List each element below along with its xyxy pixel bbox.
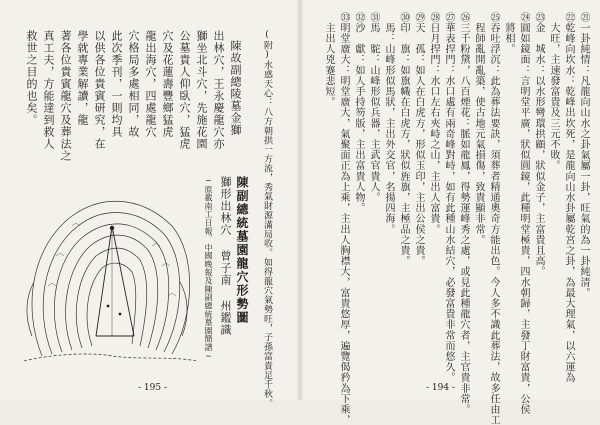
side-note: (附)水惑天心：八方朝拱一方流，秀氣財源滿局收。如得龍穴氣勢旺，子孫富貴足千秋。	[262, 30, 272, 408]
page-number-right: - 194 -	[426, 383, 455, 393]
entry-column-14: 馬：山峰形似馬狀，主出外交官，名揚四海。	[383, 12, 394, 235]
body-column-10: 學就專業解讀，龍	[76, 30, 89, 126]
entry-column-5: ㉔圓如鏡面：言明堂平廣，狀似圓鏡，此種明堂極貴，四水朝歸，主發丁財富貴，公侯	[518, 12, 529, 415]
body-column-2: 出林穴，王永慶龍穴亦	[212, 30, 225, 150]
entry-column-2: ㉒乾峰向坎水：乾峰出坎死，是龍向山水卦屬乾宮之卦，為最大理氣，以六運為	[563, 12, 574, 383]
entry-column-3: 大旺，主速發富貴及三元不敗。	[548, 12, 559, 171]
left-page	[0, 0, 300, 408]
entry-column-8: 程師亂開亂築，使古地元氣損傷，致貴顯非常。	[473, 12, 484, 246]
body-column-1: 陳故副總陵墓金獅	[229, 40, 242, 136]
entry-column-7: ㉕吞吐浮沉：此為葬法要訣，須葬者精通奧奇方能出色。今人多不識此葬法，故多任由工	[488, 12, 499, 425]
body-column-13: 救世之目的也矣。	[25, 30, 38, 126]
entry-column-10: ㉗華表捍門：水口處有兩奇峰對峙，如有此種山水結穴，必發富貴非常而悠久。	[443, 12, 454, 383]
entry-column-18: 主出人兇蹇悲短。	[323, 12, 334, 108]
entry-column-11: ㉘日月捍門：水口左右夾峙之山，主出人富貴。	[428, 12, 439, 235]
body-column-6: 龍出海穴，四處龍穴	[144, 30, 157, 138]
entry-column-15: ㉛馬 駝：山峰形似兵器，主武官貴人。	[368, 12, 379, 203]
entry-column-4: ㉓金 城水：以水形彎環拱顧，狀似金子，主富貴且高。	[533, 12, 544, 277]
entry-column-17: ㉝明堂廣大：明堂廣大，氣聚面正為上乘，主出人胸襟大，富貴悠厚，遍覽偈矜為下乘，	[338, 12, 349, 425]
body-column-11: 著各位貴賓龍穴及葬法之	[59, 30, 72, 162]
tomb-dragon-map	[12, 186, 202, 364]
page-number-left: - 195 -	[138, 383, 167, 393]
figure-source: ~原載南工日報．中國晚報及陳副總統墓園簡譜~	[204, 176, 213, 361]
body-column-4: 公墓貴人仰臥穴，猛虎	[178, 30, 191, 150]
entry-column-16: ㉜沙 獻：如人手持笏版，主出富貴人物。	[353, 12, 364, 214]
figure-subtitle: 獅形出林穴 曾子南 州鑑識	[219, 176, 232, 336]
body-column-9: 以供各位貴賓研究，在	[93, 30, 106, 150]
entry-column-1: ㉑一卦純情：凡龍向山水之卦氣屬一卦，旺氣的為一卦純清。	[578, 12, 589, 299]
figure-title: 陳副總統墓園龍穴形勢圖	[235, 176, 249, 325]
body-column-12: 真工夫，方能達到救人	[42, 30, 55, 150]
body-column-8: 此次季刊，一則均具	[110, 30, 123, 138]
body-column-5: 穴及花蓮壽豐鄉猛虎	[161, 30, 174, 138]
entry-column-13: ㉚印 旗：如旗幟在白虎方，狀似旌旗，主極品之貴。	[398, 12, 409, 267]
entry-column-9: ㉖三千粉黛，八百煙花：脈如龍鳳，得勢運峰秀之處，或見此種龍穴者，主官貴非常。	[458, 12, 469, 415]
entry-column-12: ㉙天 孤：如人在白虎方，形似玉印，主出公侯之貴。	[413, 12, 424, 267]
right-page	[300, 0, 600, 425]
body-column-3: 獅坐北斗穴，先施花園	[195, 30, 208, 150]
body-column-7: 穴格局多處相同，故	[127, 30, 140, 138]
entry-column-6: 將相。	[503, 12, 514, 55]
